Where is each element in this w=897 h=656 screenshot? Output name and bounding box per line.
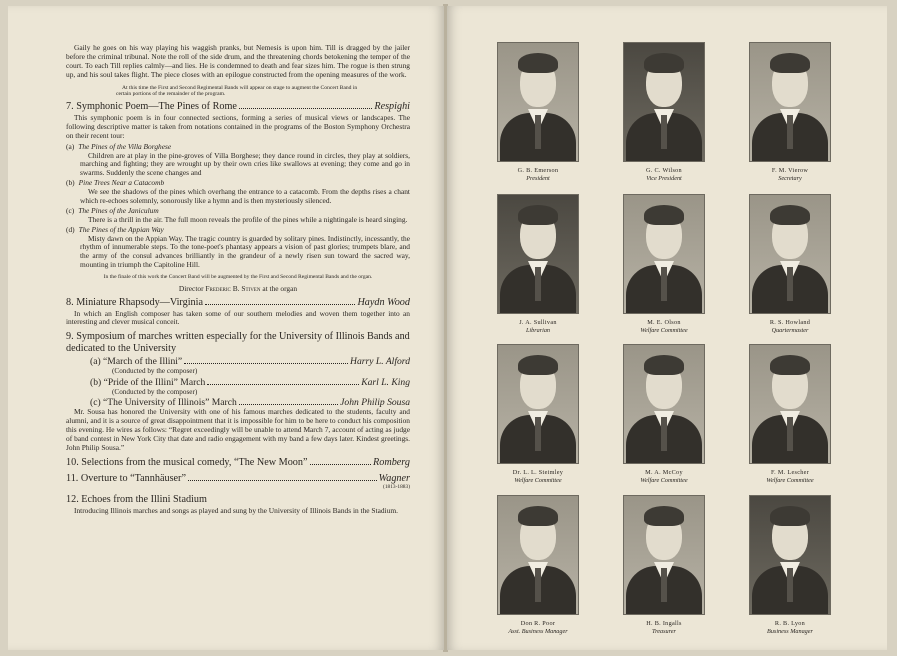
officer-name: Dr. L. L. Steimley	[512, 469, 564, 476]
portrait-tie	[787, 115, 793, 149]
portrait-photo	[497, 495, 579, 615]
march-b: (b) “Pride of the Illini” March Karl L. King	[90, 376, 410, 388]
officer-name: R. S. Howland	[769, 319, 811, 326]
portrait-photo	[749, 495, 831, 615]
section-text: We see the shadows of the pines which overhang the entrance to a catacomb. From the depths rises a chant which re-echoes solemnly, sonorously like a hymn and is then mysteriously silenced.	[80, 186, 410, 205]
finale-note: In the finale of this work the Concert Band will be augmented by the First and Second Regimental Bands and the organ.	[103, 274, 373, 281]
pines-section-b	[66, 179, 410, 205]
program-item-8	[66, 297, 410, 309]
portrait-tie	[787, 267, 793, 301]
officer-name: F. M. Vierow	[771, 167, 809, 174]
officer-name: Don R. Poor	[520, 620, 556, 627]
item-composer: Respighi	[374, 101, 410, 113]
officer-name: H. B. Ingalls	[646, 620, 682, 627]
portrait-hair	[644, 355, 684, 375]
portrait-tie	[535, 568, 541, 602]
officer-card	[747, 495, 833, 635]
program-item-12	[66, 494, 410, 506]
portrait-tie	[535, 267, 541, 301]
pines-section-d	[66, 226, 410, 269]
item-title: 7. Symphonic Poem—The Pines of Rome	[66, 101, 237, 113]
portrait-photo	[497, 42, 579, 162]
portrait-tie	[661, 115, 667, 149]
portrait-photo	[497, 194, 579, 314]
item-composer: Romberg	[373, 456, 410, 468]
officer-name: G. C. Wilson	[646, 167, 682, 174]
officer-card	[747, 42, 833, 182]
officer-role: Welfare Committee	[640, 476, 688, 484]
section-heading: (c) The Pines of the Janiculum	[66, 206, 159, 216]
rhapsody-description: In which an English composer has taken some of our southern melodies and woven them together into an interesting and clever musical conceit.	[66, 308, 410, 327]
march-a-note: (Conducted by the composer)	[112, 367, 198, 376]
officer-card	[495, 344, 581, 484]
item-title: 12. Echoes from the Illini Stadium	[66, 493, 207, 505]
composer-dates: (1813-1883)	[383, 483, 410, 490]
officer-role: Quartermaster	[771, 326, 809, 334]
leader-dots	[188, 480, 377, 481]
officer-role: Librarian	[525, 326, 551, 334]
regimental-bands-note: At this time the First and Second Regimental Bands will appear on stage to augment the Concert Band in certain portions of the remainder of the program.	[116, 84, 358, 97]
officer-card	[621, 194, 707, 334]
leader-dots	[310, 464, 372, 465]
portrait-photo	[623, 42, 705, 162]
leader-dots	[239, 108, 372, 109]
march-a: (a) “March of the Illini” Harry L. Alford	[90, 356, 410, 368]
officer-name: M. E. Olson	[647, 319, 681, 326]
section-heading: (a) The Pines of the Villa Borghese	[66, 141, 172, 151]
portrait-photo	[749, 344, 831, 464]
portrait-hair	[644, 53, 684, 73]
portrait-hair	[518, 53, 558, 73]
left-page	[8, 6, 444, 650]
portrait-tie	[787, 568, 793, 602]
section-text: Misty dawn on the Appian Way. The tragic country is guarded by solitary pines. Indistinctly, incessantly, the rhythm of innumerable steps. To the tone-poet's phantasy appears a vision of past glories; trumpets blare, and the army of the consul advances brilliantly in the grandeur of a newly risen sun toward the sacred way, mounting in triumph the Capitoline Hill.	[80, 233, 410, 269]
organ-director: Director Frederic B. Stiven at the organ	[178, 283, 298, 293]
portrait-tie	[661, 417, 667, 451]
officer-role: Welfare Committee	[514, 476, 562, 484]
pines-section-c	[66, 207, 410, 224]
section-heading: (d) The Pines of the Appian Way	[66, 225, 164, 235]
item-title: 11. Overture to “Tannhäuser”	[66, 472, 186, 484]
officer-name: J. A. Sullivan	[519, 319, 557, 326]
sousa-message: Mr. Sousa has honored the University with one of his famous marches dedicated to the students, faculty and alumni, and it is a source of great disappointment that it is impossible for him to be here to conduct his composition this evening. He wires as follows: “Regret exceedingly will be unable to attend March 7, account of acting as judge of band contest in New York City that date and radio engagement with my band a few days later. Kindest greetings. John Philip Sousa.”	[66, 407, 410, 452]
portrait-hair	[770, 53, 810, 73]
portrait-photo	[497, 344, 579, 464]
portrait-hair	[770, 506, 810, 526]
item-title: 9. Symposium of marches written especially for the University of Illinois Bands and dedicated to the University	[66, 331, 410, 355]
portrait-hair	[518, 355, 558, 375]
officer-role: Asst. Business Manager	[508, 627, 568, 635]
program-item-10	[66, 457, 410, 469]
officer-name: R. B. Lyon	[774, 620, 806, 627]
portrait-photo	[749, 42, 831, 162]
portrait-hair	[518, 205, 558, 225]
march-b-note: (Conducted by the composer)	[112, 387, 198, 396]
program-item-9	[66, 331, 410, 355]
section-text: Children are at play in the pine-groves of Villa Borghese; they dance round in circles, they play at soldiers, marching and fighting; they are wrought up by their own cries like swallows at evening; they come and go in swarms. Suddenly the scene changes and	[80, 150, 410, 177]
officer-card	[621, 344, 707, 484]
right-page	[447, 6, 887, 650]
officer-role: Welfare Committee	[766, 476, 814, 484]
item-composer: Haydn Wood	[357, 296, 410, 308]
officer-role: Treasurer	[652, 627, 676, 635]
march-c: (c) “The University of Illinois” March John Philip Sousa	[90, 397, 410, 409]
officer-card	[747, 194, 833, 334]
program-notes	[66, 44, 410, 516]
officer-card	[747, 344, 833, 484]
till-eulenspiegel-description: Gaily he goes on his way playing his waggish pranks, but Nemesis is upon him. Till is dragged by the jailer before the criminal tribunal. Note the roll of the side drum, and the threatening chords betokening the temper of the court. To each Till replies calmly—and lies. He is condemned to death and fear sizes him. The rogue is then strung up, and his soul takes flight. The piece closes with an epilogue constructed from the opening measures of the work.	[66, 43, 410, 79]
officer-role: Welfare Committee	[640, 326, 688, 334]
portrait-tie	[661, 267, 667, 301]
officer-card	[621, 42, 707, 182]
portrait-hair	[644, 205, 684, 225]
officer-card	[495, 194, 581, 334]
portrait-photo	[749, 194, 831, 314]
officer-role: Secretary	[778, 174, 802, 182]
stadium-description: Introducing Illinois marches and songs as played and sung by the University of Illinois Bands in the Stadium.	[74, 505, 398, 515]
leader-dots	[205, 304, 355, 305]
portrait-hair	[518, 506, 558, 526]
officer-role: President	[526, 174, 550, 182]
portrait-hair	[770, 205, 810, 225]
portrait-tie	[661, 568, 667, 602]
portrait-tie	[535, 115, 541, 149]
program-item-7	[66, 101, 410, 113]
section-text: There is a thrill in the air. The full moon reveals the profile of the pines while a nightingale is heard singing.	[88, 214, 408, 224]
portrait-tie	[535, 417, 541, 451]
officer-role: Vice President	[646, 174, 682, 182]
portrait-photo	[623, 194, 705, 314]
pines-section-a	[66, 143, 410, 177]
item-title: 10. Selections from the musical comedy, “The New Moon”	[66, 456, 308, 468]
section-heading: (b) Pine Trees Near a Catacomb	[66, 178, 165, 188]
officer-role: Business Manager	[767, 627, 813, 635]
item-title: 8. Miniature Rhapsody—Virginia	[66, 296, 203, 308]
portrait-tie	[787, 417, 793, 451]
portrait-hair	[770, 355, 810, 375]
item-composer: Wagner	[378, 472, 410, 484]
portrait-photo	[623, 344, 705, 464]
pines-description: This symphonic poem is in four connected sections, forming a series of musical views or landscapes. The following descriptive matter is taken from notations contained in the programs of the Boston Symphony Orchestra on their recent tour:	[66, 113, 410, 141]
portrait-hair	[644, 506, 684, 526]
officer-card	[495, 42, 581, 182]
portrait-photo	[623, 495, 705, 615]
officer-card	[495, 495, 581, 635]
officer-card	[621, 495, 707, 635]
officer-name: M. A. McCoy	[645, 469, 683, 476]
officer-name: G. B. Emerson	[517, 167, 559, 174]
officer-name: F. M. Lescher	[770, 469, 810, 476]
